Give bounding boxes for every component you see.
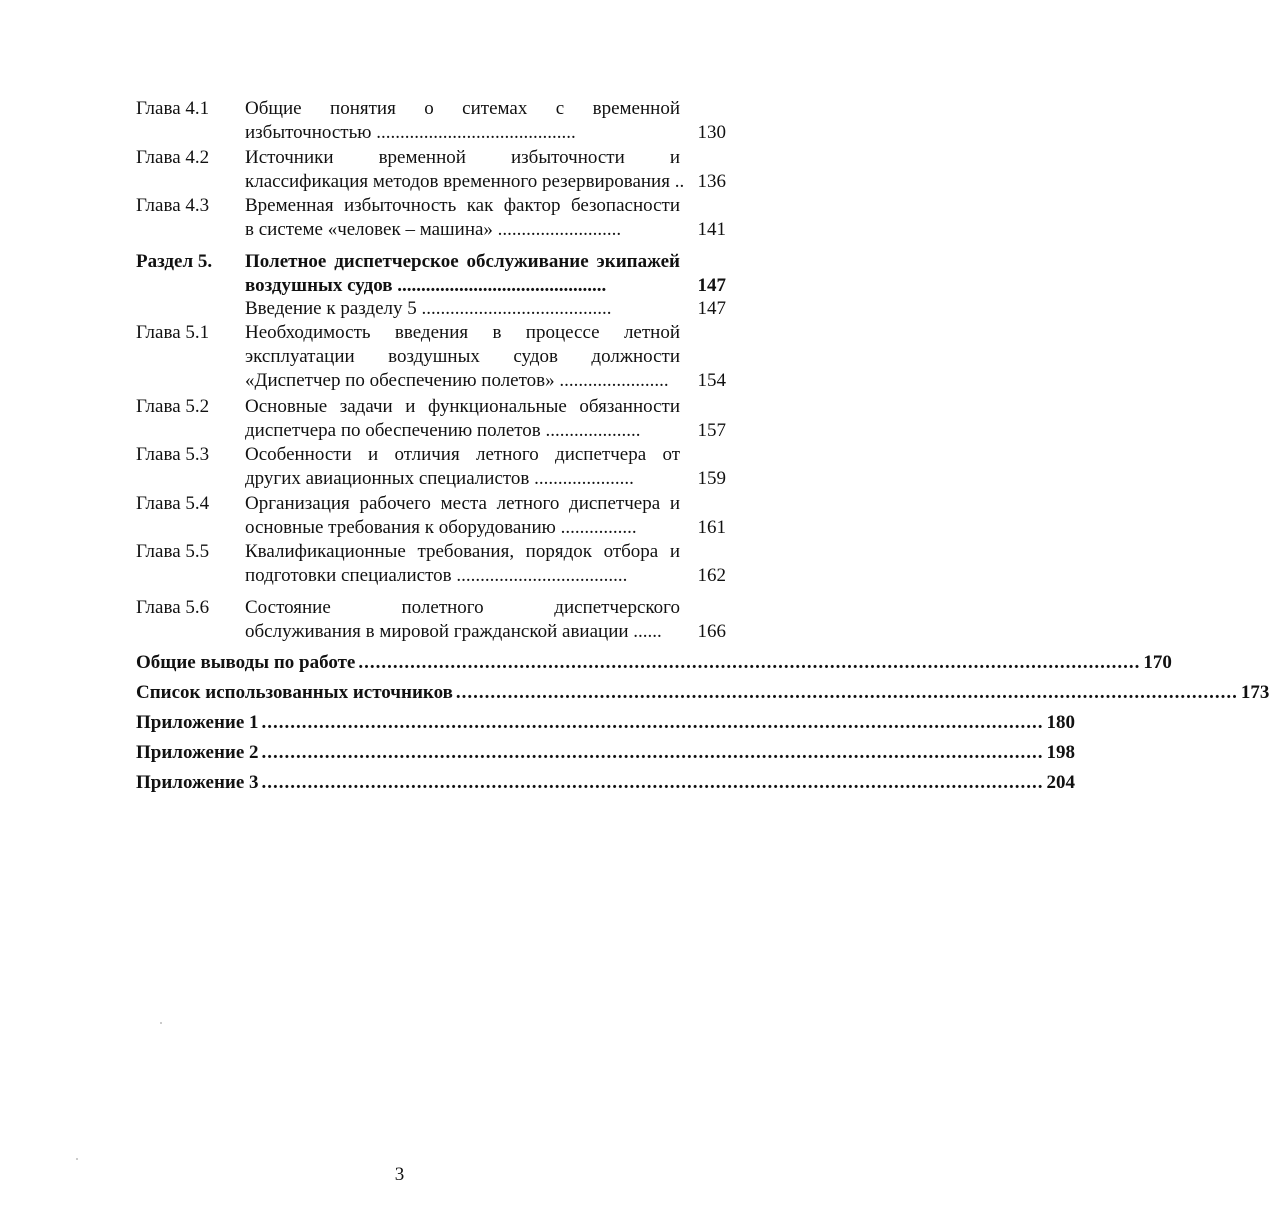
toc-summary-entry <box>136 711 1076 735</box>
entry-page: 147 <box>697 298 726 319</box>
entry-title-line: других авиационных специалистов ..................... <box>245 468 634 489</box>
leader-dots: ........................................................................................................................................ <box>358 652 1141 673</box>
entry-title-line: обслуживания в мировой гражданской авиации ...... <box>245 621 662 642</box>
entry-title-line: эксплуатации воздушных судов должности <box>245 346 680 367</box>
entry-title-line: «Диспетчер по обеспечению полетов» ....................... <box>245 370 669 391</box>
entry-page: 162 <box>697 565 726 586</box>
summary-title: Приложение 3 <box>136 772 259 793</box>
summary-title: Приложение 2 <box>136 742 259 763</box>
entry-label: Глава 4.1 <box>136 98 210 119</box>
entry-page: 147 <box>697 275 726 296</box>
entry-title-line: основные требования к оборудованию ................ <box>245 517 637 538</box>
leader-dots: ........................................................................................................................................ <box>261 772 1044 793</box>
entry-title-line: в системе «человек – машина» .......................... <box>245 219 622 240</box>
toc-summary-entry <box>136 651 1172 675</box>
entry-label: Глава 5.2 <box>136 396 210 417</box>
entry-page: 157 <box>697 420 726 441</box>
entry-label: Глава 5.1 <box>136 322 210 343</box>
summary-title: Общие выводы по работе <box>136 652 356 673</box>
entry-title-line: классификация методов временного резервирования .. <box>245 171 685 192</box>
entry-title-line: воздушных судов ............................................ <box>245 275 607 296</box>
summary-title: Список использованных источников <box>136 682 453 703</box>
scan-speck <box>160 1022 162 1024</box>
toc-summary-entry <box>136 741 1076 765</box>
entry-title-line: Квалификационные требования, порядок отбора и <box>245 541 680 562</box>
entry-title-line: Особенности и отличия летного диспетчера от <box>245 444 680 465</box>
entry-label: Глава 4.2 <box>136 147 210 168</box>
entry-page: 130 <box>697 122 726 143</box>
toc-summary-entry <box>136 771 1076 795</box>
summary-page: 204 <box>1046 772 1076 793</box>
summary-page: 170 <box>1143 652 1172 673</box>
entry-title-line: диспетчера по обеспечению полетов .................... <box>245 420 641 441</box>
summary-page: 180 <box>1046 712 1076 733</box>
entry-page: 141 <box>697 219 726 240</box>
leader-dots: ........................................................................................................................................ <box>261 712 1044 733</box>
entry-label: Раздел 5. <box>136 251 213 272</box>
summary-page: 198 <box>1046 742 1076 763</box>
entry-title-line: Организация рабочего места летного диспетчера и <box>245 493 680 514</box>
entry-title-line: Полетное диспетчерское обслуживание экипажей <box>245 251 680 272</box>
entry-title-line: Основные задачи и функциональные обязанности <box>245 396 680 417</box>
entry-label: Глава 4.3 <box>136 195 210 216</box>
entry-page: 136 <box>697 171 726 192</box>
entry-page: 161 <box>697 517 726 538</box>
page-number: 3 <box>394 1164 405 1185</box>
toc-summary-entry <box>136 681 1269 705</box>
scan-speck <box>76 1158 78 1160</box>
entry-title-line: Источники временной избыточности и <box>245 147 680 168</box>
entry-label: Глава 5.5 <box>136 541 210 562</box>
entry-page: 159 <box>697 468 726 489</box>
entry-label: Глава 5.4 <box>136 493 210 514</box>
entry-title-line: Состояние полетного диспетчерского <box>245 597 680 618</box>
entry-label: Глава 5.3 <box>136 444 210 465</box>
entry-title-line: Необходимость введения в процессе летной <box>245 322 680 343</box>
entry-page: 154 <box>697 370 726 391</box>
entry-title-line: Общие понятия о ситемах с временной <box>245 98 680 119</box>
entry-title-line: подготовки специалистов .................................... <box>245 565 628 586</box>
entry-title-line: Введение к разделу 5 ........................................ <box>245 298 612 319</box>
summary-page: 173 <box>1240 682 1269 703</box>
entry-title-line: Временная избыточность как фактор безопасности <box>245 195 680 216</box>
leader-dots: ........................................................................................................................................ <box>261 742 1044 763</box>
leader-dots: ........................................................................................................................................ <box>455 682 1238 703</box>
entry-label: Глава 5.6 <box>136 597 210 618</box>
entry-title-line: избыточностью .......................................... <box>245 122 576 143</box>
entry-page: 166 <box>697 621 726 642</box>
summary-title: Приложение 1 <box>136 712 259 733</box>
